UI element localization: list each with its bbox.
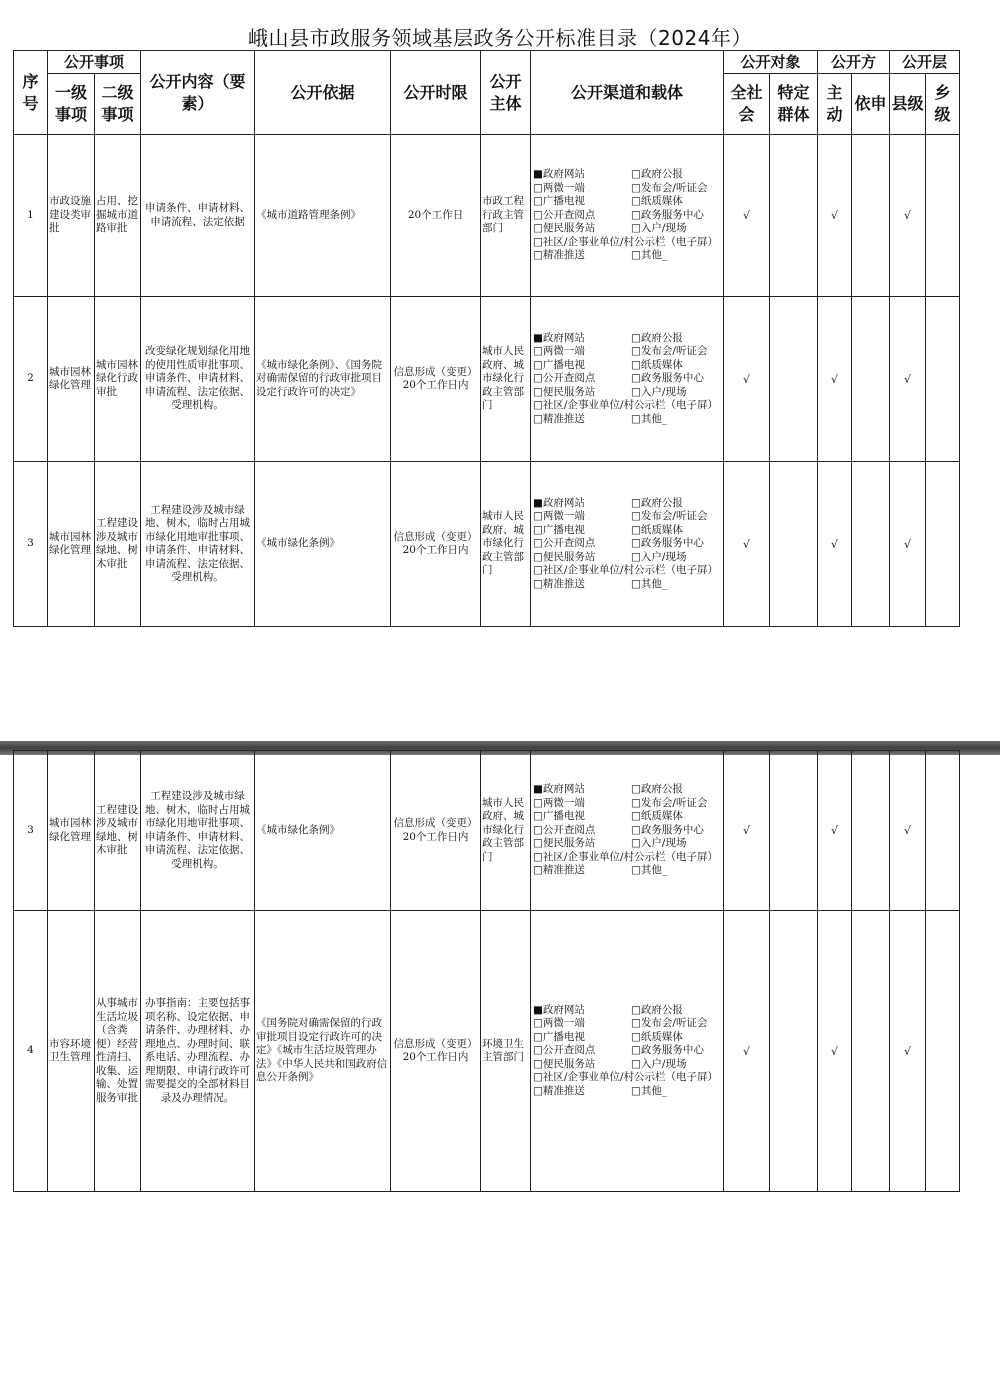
channel-option: □政府公报 [631,1003,683,1016]
subject-cell: 环境卫生主管部门 [481,911,531,1192]
channel-option: □发布会/听证会 [631,345,708,358]
channel-line [533,372,722,386]
time-limit-cell: 信息形成（变更）20个工作日内 [391,297,481,462]
channel-line [533,851,722,865]
table-row [14,911,960,1192]
seq-cell: 3 [14,751,48,911]
channel-option: □政府公报 [631,496,683,509]
basis-cell: 《城市绿化条例》 [255,751,391,911]
channel-option: ■政府网站 [533,783,585,796]
channel-option: □公开查阅点 [533,537,596,550]
channel-option: □便民服务站 [533,385,596,398]
channels-cell [531,462,724,627]
channel-option: □纸质媒体 [631,810,683,823]
channel-option: □精准推送 [533,1084,585,1097]
channel-option: □政务服务中心 [631,1044,704,1057]
channel-option: □两微一端 [533,796,585,809]
channel-option: □两微一端 [533,510,585,523]
channel-option: □两微一端 [533,1017,585,1030]
header-method: 公开方 [818,51,890,74]
level-county-cell: √ [890,135,926,297]
level-town-cell [926,297,960,462]
target-specific-cell [770,462,818,627]
channel-option: □两微一端 [533,345,585,358]
level2-cell: 占用、挖掘城市道路审批 [95,135,141,297]
method-active-cell: √ [818,462,852,627]
channel-option: □广播电视 [533,358,585,371]
channel-option: □社区/企事业单位/村公示栏（电子屏） [533,1071,718,1084]
header-target-all: 全社会 [724,74,770,135]
method-active-cell: √ [818,297,852,462]
channel-line [533,537,722,551]
channel-option: □其他_ [631,1084,668,1097]
level1-cell: 城市园林绿化管理 [48,751,95,911]
level-town-cell [926,135,960,297]
target-all-cell: √ [724,911,770,1192]
header-basis: 公开依据 [255,51,391,135]
channels-cell [531,911,724,1192]
channel-option: □政务服务中心 [631,372,704,385]
header-level2: 二级事项 [95,74,141,135]
channel-option: □两微一端 [533,181,585,194]
method-apply-cell [852,297,890,462]
channel-option: □广播电视 [533,523,585,536]
channel-option: □精准推送 [533,249,585,262]
channel-line [533,1004,722,1018]
table-row [14,135,960,297]
channel-line [533,510,722,524]
table-row [14,751,960,911]
channel-option: □精准推送 [533,864,585,877]
channel-line [533,209,722,223]
channels-cell [531,751,724,911]
channel-line [533,810,722,824]
channel-option: □社区/企事业单位/村公示栏（电子屏） [533,564,719,577]
channel-option: ■政府网站 [533,1003,585,1016]
target-specific-cell [770,135,818,297]
channel-line [533,837,722,851]
subject-cell: 市政工程行政主管部门 [481,135,531,297]
content-cell: 工程建设涉及城市绿地、树木，临时占用城市绿化用地审批事项、申请条件、申请材料、申请流程、法定依据、受理机构。 [141,462,255,627]
channel-option: ■政府网站 [533,168,585,181]
header-level: 公开层 [890,51,960,74]
channel-line [533,551,722,565]
target-specific-cell [770,911,818,1192]
header-level-county: 县级 [890,74,926,135]
subject-cell: 城市人民政府、城市绿化行政主管部门 [481,462,531,627]
level2-cell: 工程建设涉及城市绿地、树木审批 [95,751,141,911]
level1-cell: 城市园林绿化管理 [48,297,95,462]
channel-line [533,168,722,182]
level1-cell: 城市园林绿化管理 [48,462,95,627]
channel-option: □公开查阅点 [533,1044,596,1057]
header-subject: 公开主体 [481,51,531,135]
level-county-cell: √ [890,462,926,627]
basis-cell: 《国务院对确需保留的行政审批项目设定行政许可的决定》《城市生活垃圾管理办法》《中华人民共和国政府信息公开条例》 [255,911,391,1192]
level2-cell: 从事城市生活垃圾（含粪便）经营性清扫、收集、运输、处置服务审批 [95,911,141,1192]
channel-option: □便民服务站 [533,837,596,850]
channel-option: □政务服务中心 [631,208,704,221]
seq-cell: 3 [14,462,48,627]
channel-option: □入户/现场 [631,1057,687,1070]
channel-option: □其他_ [631,412,668,425]
channel-line [533,1071,722,1085]
channel-option: □精准推送 [533,577,585,590]
channel-option: □广播电视 [533,810,585,823]
method-apply-cell [852,462,890,627]
channel-line [533,359,722,373]
page-2-section [13,783,955,1189]
header-matter: 公开事项 [48,51,141,74]
method-apply-cell [852,135,890,297]
channel-option: □发布会/听证会 [631,181,708,194]
channel-option: □发布会/听证会 [631,796,708,809]
page-1-section [0,50,1000,603]
channel-line [533,249,722,263]
header-target: 公开对象 [724,51,818,74]
channel-line [533,797,722,811]
time-limit-cell: 信息形成（变更）20个工作日内 [391,751,481,911]
channel-line [533,236,722,250]
target-specific-cell [770,297,818,462]
header-seq: 序号 [14,51,48,135]
target-all-cell: √ [724,462,770,627]
seq-cell: 2 [14,297,48,462]
header-channels: 公开渠道和载体 [531,51,724,135]
channel-option: ■政府网站 [533,496,585,509]
channel-option: □精准推送 [533,412,585,425]
channel-line [533,1044,722,1058]
level2-cell: 工程建设涉及城市绿地、树木审批 [95,462,141,627]
channel-option: □便民服务站 [533,1057,596,1070]
target-all-cell: √ [724,751,770,911]
channel-option: ■政府网站 [533,331,585,344]
channel-line [533,524,722,538]
channel-option: □纸质媒体 [631,195,683,208]
channel-option: □入户/现场 [631,550,687,563]
channel-option: □入户/现场 [631,385,687,398]
basis-cell: 《城市绿化条例》 [255,462,391,627]
channel-line [533,386,722,400]
method-apply-cell [852,911,890,1192]
channel-line [533,578,722,592]
channel-line [533,399,722,413]
method-apply-cell [852,751,890,911]
basis-cell: 《城市道路管理条例》 [255,135,391,297]
target-all-cell: √ [724,297,770,462]
time-limit-cell: 信息形成（变更）20个工作日内 [391,462,481,627]
level2-cell: 城市园林绿化行政审批 [95,297,141,462]
channel-option: □发布会/听证会 [631,1017,708,1030]
level-county-cell: √ [890,911,926,1192]
header-method-apply: 依申 [852,74,890,135]
level-town-cell [926,462,960,627]
channel-option: □其他_ [631,864,668,877]
seq-cell: 1 [14,135,48,297]
subject-cell: 城市人民政府、城市绿化行政主管部门 [481,751,531,911]
channel-option: □入户/现场 [631,837,687,850]
level1-cell: 市容环境卫生管理 [48,911,95,1192]
channel-line [533,332,722,346]
header-content: 公开内容（要素） [141,51,255,135]
channel-option: □其他_ [631,249,668,262]
channel-line [533,783,722,797]
catalog-table-page-2 [13,750,960,1192]
channel-line [533,182,722,196]
header-target-specific: 特定群体 [770,74,818,135]
time-limit-cell: 20个工作日 [391,135,481,297]
channel-option: □公开查阅点 [533,208,596,221]
level-town-cell [926,751,960,911]
document-title: 峨山县市政服务领域基层政务公开标准目录（2024年） [248,26,752,50]
channel-line [533,1017,722,1031]
channel-option: □社区/企事业单位/村公示栏（电子屏） [533,850,718,863]
catalog-table-page-1 [13,50,960,627]
channel-option: □政务服务中心 [631,823,704,836]
method-active-cell: √ [818,751,852,911]
channel-option: □纸质媒体 [631,1030,683,1043]
level-town-cell [926,911,960,1192]
channel-line [533,345,722,359]
channel-line [533,1058,722,1072]
subject-cell: 城市人民政府、城市绿化行政主管部门 [481,297,531,462]
time-limit-cell: 信息形成（变更）20个工作日内 [391,911,481,1192]
target-specific-cell [770,751,818,911]
channel-line [533,497,722,511]
header-level1: 一级事项 [48,74,95,135]
channel-option: □发布会/听证会 [631,510,708,523]
channel-line [533,824,722,838]
channel-line [533,864,722,878]
channel-line [533,1085,722,1099]
table-row [14,297,960,462]
content-cell: 办事指南：主要包括事项名称、设定依据、申请条件、办理材料、办理地点、办理时间、联系电话、办理流程、办理期限、申请行政许可需要提交的全部材料目录及办理情况。 [141,911,255,1192]
content-cell: 工程建设涉及城市绿地、树木，临时占用城市绿化用地审批事项、申请条件、申请材料、申请流程、法定依据、受理机构。 [141,751,255,911]
channel-line [533,1031,722,1045]
channels-cell [531,297,724,462]
channel-option: □其他_ [631,577,668,590]
content-cell: 改变绿化规划绿化用地的使用性质审批事项、申请条件、申请材料、申请流程、法定依据、受理机构。 [141,297,255,462]
level1-cell: 市政设施建设类审批 [48,135,95,297]
level-county-cell: √ [890,297,926,462]
channel-option: □纸质媒体 [631,358,683,371]
method-active-cell: √ [818,911,852,1192]
channel-option: □政务服务中心 [631,537,704,550]
channel-line [533,413,722,427]
channel-option: □政府公报 [631,783,683,796]
table-row [14,462,960,627]
channel-line [533,195,722,209]
content-cell: 申请条件、申请材料、申请流程、法定依据 [141,135,255,297]
channel-option: □政府公报 [631,168,683,181]
channel-option: □公开查阅点 [533,372,596,385]
channel-option: □广播电视 [533,1030,585,1043]
level-county-cell: √ [890,751,926,911]
header-method-active: 主动 [818,74,852,135]
target-all-cell: √ [724,135,770,297]
channel-option: □纸质媒体 [631,523,683,536]
channel-line [533,222,722,236]
channels-cell [531,135,724,297]
channel-option: □便民服务站 [533,222,596,235]
channel-option: □社区/企事业单位/村公示栏（电子屏） [533,399,719,412]
channel-option: □社区/企事业单位/村公示栏（电子屏） [533,235,719,248]
channel-option: □入户/现场 [631,222,687,235]
channel-line [533,564,722,578]
header-level-town: 乡级 [926,74,960,135]
method-active-cell: √ [818,135,852,297]
channel-option: □政府公报 [631,331,683,344]
seq-cell: 4 [14,911,48,1192]
header-time-limit: 公开时限 [391,51,481,135]
basis-cell: 《城市绿化条例》、《国务院对确需保留的行政审批项目设定行政许可的决定》 [255,297,391,462]
channel-option: □广播电视 [533,195,585,208]
channel-option: □公开查阅点 [533,823,596,836]
channel-option: □便民服务站 [533,550,596,563]
